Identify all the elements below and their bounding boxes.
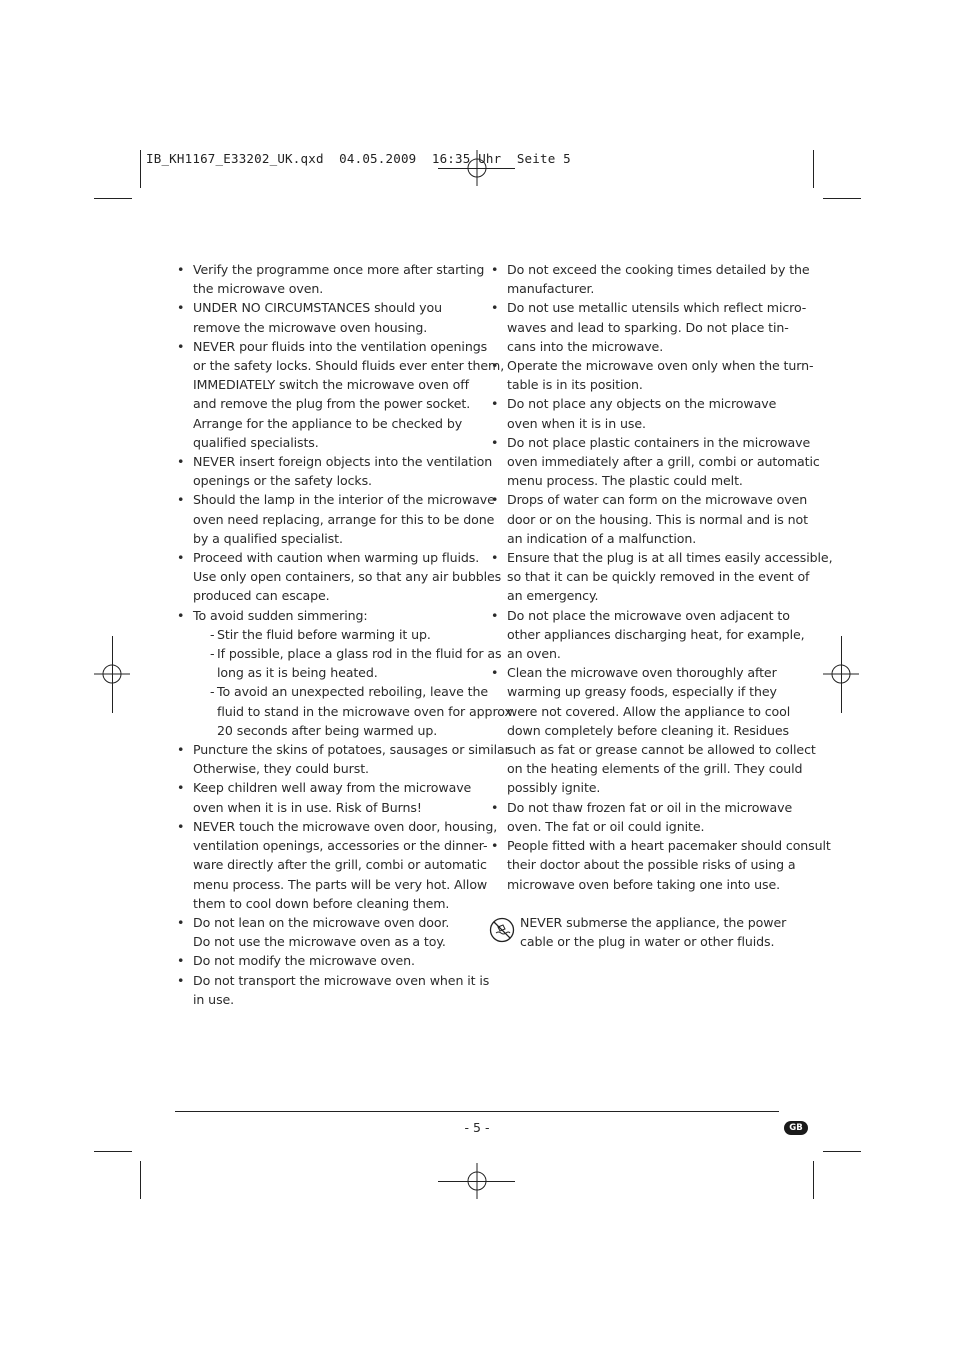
item-line: oven when it is in use. (507, 415, 646, 431)
item-line: possibly ignite. (507, 780, 601, 796)
item-line: • Clean the microwave oven thoroughly after (507, 665, 777, 681)
item-line: • NEVER pour fluids into the ventilation openings (193, 338, 488, 354)
list-item (489, 836, 831, 894)
item-line: other appliances discharging heat, for example, (507, 626, 805, 642)
list-item (489, 663, 816, 797)
item-line: qualified specialists. (193, 434, 319, 450)
file-slug: IB_KH1167_E33202_UK.qxd 04.05.2009 16:35 Uhr Seite 5 (146, 151, 571, 166)
list-item (175, 606, 516, 740)
item-line: • Do not thaw frozen fat or oil in the microwave (507, 799, 793, 815)
sub-item-line: - Stir the fluid before warming it up. (217, 626, 431, 642)
list-item (489, 298, 807, 356)
safety-list-left (175, 260, 516, 1009)
item-line: Do not use the microwave oven as a toy. (193, 934, 446, 950)
item-line: warming up greasy foods, especially if they (507, 684, 777, 700)
registration-mark-icon (459, 150, 495, 186)
notice-line: NEVER submerse the appliance, the power (520, 914, 787, 930)
list-item (175, 778, 472, 816)
item-line: • Do not modify the microwave oven. (193, 953, 415, 969)
list-item (489, 606, 805, 664)
list-item (175, 260, 485, 298)
item-line: remove the microwave oven housing. (193, 319, 428, 335)
sub-item (193, 682, 516, 740)
list-item (489, 548, 833, 606)
registration-mark-icon (459, 1163, 495, 1199)
item-line: ware directly after the grill, combi or automatic (193, 857, 487, 873)
item-line: and remove the plug from the power socket. (193, 396, 471, 412)
item-line: so that it can be quickly removed in the event of (507, 569, 810, 585)
list-item (489, 356, 814, 394)
item-line: • Verify the programme once more after starting (193, 262, 485, 277)
item-line: • NEVER insert foreign objects into the ventilation (193, 454, 493, 470)
item-line: • UNDER NO CIRCUMSTANCES should you (193, 300, 442, 316)
item-line: Use only open containers, so that any air bubbles (193, 569, 502, 585)
item-line: • Do not place plastic containers in the microwave (507, 434, 811, 450)
item-line: their doctor about the possible risks of using a (507, 857, 796, 873)
item-line: • Drops of water can form on the microwave oven (507, 492, 808, 508)
item-line: were not covered. Allow the appliance to cool (507, 703, 791, 719)
item-line: microwave oven before taking one into use. (507, 876, 781, 892)
item-line: table is in its position. (507, 377, 643, 393)
list-item (489, 490, 808, 548)
item-line: or the safety locks. Should fluids ever enter them, (193, 358, 505, 374)
item-line: oven when it is in use. Risk of Burns! (193, 799, 422, 815)
item-line: an emergency. (507, 588, 599, 604)
left-column (175, 260, 516, 1009)
item-line: the microwave oven. (193, 281, 324, 297)
item-line: down completely before cleaning it. Residues (507, 722, 789, 738)
item-line: ventilation openings, accessories or the dinner- (193, 838, 488, 854)
item-line: on the heating elements of the grill. They could (507, 761, 803, 777)
item-line: • Do not place the microwave oven adjacent to (507, 607, 790, 623)
list-item (175, 548, 502, 606)
item-line: • Do not lean on the microwave oven door. (193, 914, 450, 930)
item-line: • Do not exceed the cooking times detailed by the (507, 262, 810, 277)
item-line: produced can escape. (193, 588, 330, 604)
item-line: by a qualified specialist. (193, 530, 343, 546)
item-line: • Puncture the skins of potatoes, sausages or similar. (193, 742, 513, 758)
sub-item-line: long as it is being heated. (217, 665, 378, 681)
list-item (489, 394, 779, 432)
item-line: • To avoid sudden simmering: (193, 607, 368, 623)
item-line: Otherwise, they could burst. (193, 761, 369, 777)
right-column (489, 260, 833, 951)
item-line: • Should the lamp in the interior of the microwave (193, 492, 495, 508)
item-line: openings or the safety locks. (193, 473, 372, 489)
list-item (175, 337, 505, 452)
item-line: an indication of a malfunction. (507, 530, 697, 546)
list-item (489, 433, 820, 491)
item-line: IMMEDIATELY switch the microwave oven off (193, 377, 469, 393)
item-line: waves and lead to sparking. Do not place tin- (507, 319, 789, 335)
item-line: such as fat or grease cannot be allowed to collect (507, 742, 816, 758)
item-line: menu process. The plastic could melt. (507, 473, 743, 489)
no-submerge-icon (489, 917, 515, 943)
sub-item-line: fluid to stand in the microwave oven for approx. (217, 703, 516, 719)
item-line: • Do not transport the microwave oven when it is (193, 972, 490, 988)
sub-item (193, 644, 502, 682)
item-line: • Ensure that the plug is at all times easily accessible, (507, 550, 833, 566)
item-line: oven. The fat or oil could ignite. (507, 818, 705, 834)
item-line: an oven. (507, 646, 561, 662)
item-line: them to cool down before cleaning them. (193, 895, 450, 911)
sub-item-line: - If possible, place a glass rod in the fluid for as (217, 646, 502, 662)
list-item (175, 971, 490, 1009)
list-item (175, 913, 465, 951)
registration-mark-icon (94, 656, 130, 692)
safety-list-right (489, 260, 833, 894)
item-line: • Proceed with caution when warming up fluids. (193, 550, 480, 566)
item-line: oven immediately after a grill, combi or automatic (507, 454, 820, 470)
list-item (175, 490, 495, 548)
language-badge: GB (784, 1121, 808, 1135)
item-line: cans into the microwave. (507, 338, 664, 354)
item-line: • Keep children well away from the microwave (193, 780, 472, 796)
item-line: menu process. The parts will be very hot. Allow (193, 876, 488, 892)
list-item (175, 740, 513, 778)
item-line: • Do not use metallic utensils which reflect micro- (507, 300, 807, 316)
item-line: manufacturer. (507, 281, 595, 297)
notice-line: cable or the plug in water or other fluids. (520, 933, 775, 949)
registration-mark-icon (823, 656, 859, 692)
list-item (175, 817, 498, 913)
item-line: Arrange for the appliance to be checked by (193, 415, 463, 431)
sub-item-line: - To avoid an unexpected reboiling, leave the (217, 684, 488, 700)
list-item (175, 951, 465, 970)
list-item (489, 798, 793, 836)
sub-item-line: 20 seconds after being warmed up. (217, 722, 438, 738)
sub-item (193, 625, 465, 644)
footer-rule (175, 1111, 779, 1112)
item-line: • NEVER touch the microwave oven door, housing, (193, 818, 498, 834)
item-line: • Do not place any objects on the microwave (507, 396, 777, 412)
list-item (175, 298, 465, 336)
item-line: • People fitted with a heart pacemaker should consult (507, 838, 831, 854)
item-line: door or on the housing. This is normal and is not (507, 511, 808, 527)
item-line: • Operate the microwave oven only when the turn- (507, 358, 814, 374)
item-line: oven need replacing, arrange for this to be done (193, 511, 495, 527)
submerse-warning (489, 913, 787, 951)
list-item (489, 260, 810, 298)
page-number: - 5 - (464, 1120, 490, 1135)
list-item (175, 452, 493, 490)
item-line: in use. (193, 991, 235, 1007)
